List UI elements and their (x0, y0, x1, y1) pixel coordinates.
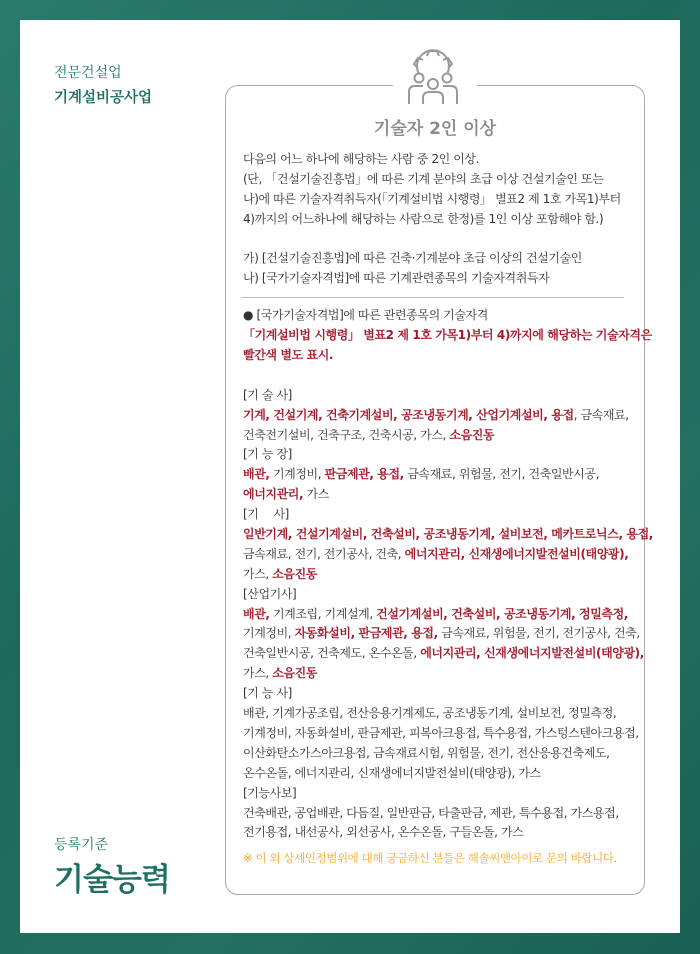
text-line (243, 585, 638, 605)
text-line (243, 704, 638, 724)
text-line (243, 804, 638, 824)
qualification-details (243, 306, 653, 843)
text-segment: 건축전기설비, 건축구조, 건축시공, 가스, (243, 427, 450, 442)
text-line (243, 823, 638, 843)
text-line (243, 210, 638, 230)
text-segment: 배관, 기계가공조립, 전산응용기계제도, 공조냉동기계, 설비보전, 정밀측정, (243, 706, 617, 721)
text-line (243, 406, 638, 426)
text-segment: 나)에 따른 기술자격취득자(「기계설비법 시행령」 별표2 제 1호 가목1)부터 (243, 191, 621, 206)
highlighted-qualification: 에너지관리, (243, 487, 304, 502)
highlighted-qualification: 배관, (243, 606, 270, 621)
industry-category: 전문건설업 (54, 65, 122, 81)
blank-line (243, 366, 638, 386)
text-segment: 가스, (243, 666, 273, 681)
text-line (243, 269, 638, 289)
text-line (243, 426, 638, 446)
text-segment: 가스 (303, 487, 329, 502)
intro-text (243, 150, 638, 289)
text-line (243, 525, 653, 545)
section-label: 등록기준 (54, 837, 109, 853)
highlighted-qualification: 에너지관리, 신재생에너지발전설비(태양광), (420, 646, 644, 661)
highlighted-qualification: 에너지관리, 신재생에너지발전설비(태양광), (404, 546, 629, 561)
text-segment: 금속재료, 전기, 전기공사, 건축, (243, 546, 405, 561)
text-segment: 건축일반시공, 건축제도, 온수온돌, (243, 646, 421, 661)
highlighted-qualification: 자동화설비, 판금제관, 용접, (294, 626, 438, 641)
text-segment: ● [국가기술자격법]에 따른 관련종목의 기술자격 (243, 308, 488, 323)
text-segment: 다음의 어느 하나에 해당하는 사람 중 2인 이상. (243, 152, 480, 166)
text-segment: 기계조립, 기계설계, (269, 606, 377, 621)
contact-note: ※ 이 외 상세인정범위에 대해 궁금하신 분들은 해솔씨앤아이로 문의 바랍니다. (243, 851, 617, 866)
text-line (243, 485, 638, 505)
text-line (243, 724, 638, 744)
engineers-gear-icon (405, 48, 461, 106)
text-line (243, 545, 638, 565)
text-segment: 나) [국가기술자격법]에 따른 기계관련종목의 기술자격취득자 (243, 271, 550, 286)
text-segment: [기 능 사] (243, 686, 292, 701)
text-segment: [기 술 사] (243, 387, 292, 402)
blank-line (243, 230, 638, 250)
text-line (243, 386, 638, 406)
text-line (243, 190, 638, 210)
text-segment: [기 능 장] (243, 447, 292, 462)
text-line (243, 505, 638, 525)
text-segment: 기계정비, (269, 467, 325, 482)
text-segment: 전기용접, 내선공사, 외선공사, 온수온돌, 구들온돌, 가스 (243, 825, 524, 840)
highlighted-qualification: 건설기계설비, 건축설비, 공조냉동기계, 정밀측정, (376, 606, 628, 621)
divider (241, 297, 624, 298)
text-line (243, 744, 638, 764)
requirements-content (243, 150, 653, 869)
text-line (243, 170, 638, 190)
text-line (243, 150, 638, 170)
text-segment: [산업기사] (243, 586, 297, 601)
box-title: 기술자 2인 이상 (373, 119, 497, 139)
text-line (243, 346, 638, 366)
text-segment: 가스, (243, 566, 273, 581)
highlighted-qualification: 소음진동 (272, 666, 317, 681)
text-line (243, 624, 638, 644)
highlighted-qualification: 기계, 건설기계, 건축기계설비, 공조냉동기계, 산업기계설비, 용접 (243, 407, 574, 422)
highlighted-qualification: 소음진동 (449, 427, 495, 442)
text-segment: , 금속재료, (573, 407, 629, 422)
text-segment: [기능사보] (243, 785, 297, 800)
text-segment: 가) [건설기술진흥법]에 따른 건축·기계분야 초급 이상의 건설기술인 (243, 251, 582, 266)
text-segment: 건축배관, 공업배관, 다듬질, 일반판금, 타출판금, 제관, 특수용접, 가스용접, (243, 805, 619, 820)
text-segment: 기계정비, (243, 626, 295, 641)
text-line (243, 764, 638, 784)
text-line (243, 249, 638, 269)
text-line (243, 784, 638, 804)
text-segment: [기 사] (243, 507, 289, 522)
business-type: 기계설비공사업 (54, 90, 153, 106)
text-segment: 이산화탄소가스아크용접, 금속재료시험, 위험물, 전기, 전산응용건축제도, (243, 745, 610, 760)
text-segment: 금속재료, 위험물, 전기, 건축일반시공, (403, 467, 600, 482)
text-line (243, 565, 638, 585)
highlighted-qualification: 빨간색 별도 표시. (243, 348, 334, 363)
highlighted-qualification: 「기계설비법 시행령」 별표2 제 1호 가목1)부터 4)까지에 해당하는 기술자격은 (243, 328, 652, 343)
section-title: 기술능력 (54, 862, 170, 898)
highlighted-qualification: 소음진동 (272, 566, 317, 581)
text-line (243, 644, 644, 664)
text-line (243, 306, 638, 326)
text-line (243, 445, 638, 465)
highlighted-qualification: 판금제관, 용접, (324, 467, 404, 482)
highlighted-qualification: 배관, (243, 467, 270, 482)
highlighted-qualification: 일반기계, 건설기계설비, 건축설비, 공조냉동기계, 설비보전, 메카트로닉스, 용접, (243, 527, 653, 542)
text-segment: 온수온돌, 에너지관리, 신재생에너지발전설비(태양광), 가스 (243, 765, 541, 780)
text-line (243, 465, 638, 485)
text-segment: 4)까지의 어느하나에 해당하는 사람으로 한정)를 1인 이상 포함해야 함.) (243, 211, 604, 226)
text-segment: (단, 「건설기술진흥법」에 따른 기계 분야의 초급 이상 건설기술인 또는 (243, 171, 604, 186)
text-line (243, 684, 638, 704)
text-line (243, 605, 638, 625)
text-line (243, 664, 638, 684)
text-segment: 금속재료, 위험물, 전기, 전기공사, 건축, (437, 626, 640, 641)
text-segment: 기계정비, 자동화설비, 판금제관, 피복아크용접, 특수용접, 가스텅스텐아크용접, (243, 725, 639, 740)
text-line (243, 326, 652, 346)
